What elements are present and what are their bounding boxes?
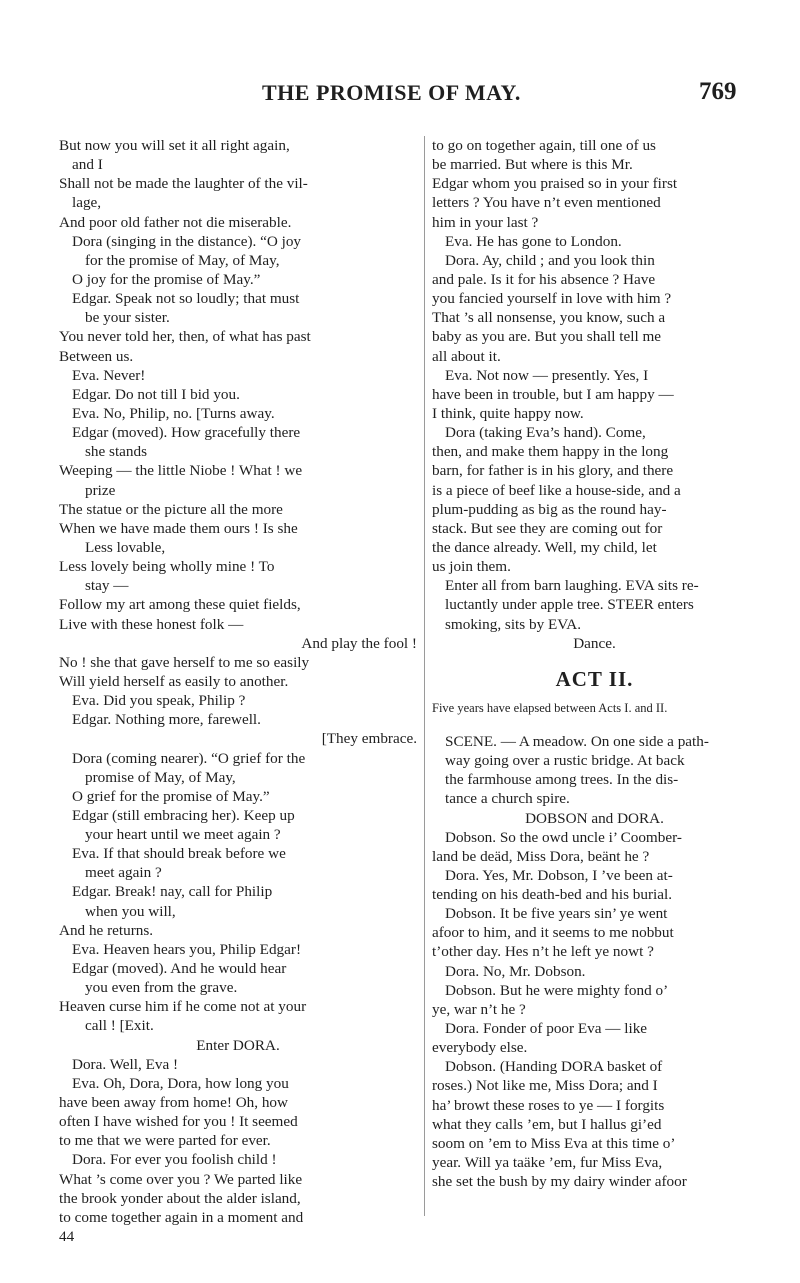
text-line: Dobson. But he were mighty fond o’ bbox=[445, 981, 669, 999]
text-line: land be deäd, Miss Dora, beänt he ? bbox=[432, 847, 650, 865]
text-line: Dora. Fonder of poor Eva — like bbox=[445, 1020, 648, 1038]
text-line: O joy for the promise of May.” bbox=[72, 270, 261, 288]
text-line: Live with these honest folk — bbox=[59, 615, 244, 633]
column-divider bbox=[424, 136, 425, 1216]
text-line: The statue or the picture all the more bbox=[59, 500, 283, 518]
text-line: then, and make them happy in the long bbox=[432, 443, 669, 461]
text-line: SCENE. — A meadow. On one side a path- bbox=[445, 732, 709, 750]
text-line: the farmhouse among trees. In the dis- bbox=[445, 771, 679, 789]
text-line: when you will, bbox=[85, 902, 176, 920]
text-line: Enter all from barn laughing. EVA sits re- bbox=[445, 577, 699, 595]
text-line: for the promise of May, of May, bbox=[85, 251, 280, 269]
text-line: be married. But where is this Mr. bbox=[432, 156, 633, 174]
spacer bbox=[432, 718, 757, 732]
text-line: barn, for father is in his glory, and there bbox=[432, 462, 674, 480]
text-line: And poor old father not die miserable. bbox=[59, 213, 292, 231]
text-line: Edgar. Break! nay, call for Philip bbox=[72, 883, 273, 901]
text-line: baby as you are. But you shall tell me bbox=[432, 328, 662, 346]
text-line: Enter DORA. bbox=[196, 1036, 280, 1054]
text-line: Edgar. Speak not so loudly; that must bbox=[72, 290, 300, 308]
text-line: Eva. Never! bbox=[72, 366, 146, 384]
act-heading: ACT II. bbox=[555, 666, 634, 691]
text-line: promise of May, of May, bbox=[85, 768, 236, 786]
text-line: DOBSON and DORA. bbox=[525, 809, 664, 827]
text-line: tance a church spire. bbox=[445, 790, 570, 808]
text-line: to come together again in a moment and bbox=[59, 1208, 304, 1226]
text-line: stay — bbox=[85, 577, 129, 595]
text-line: Follow my art among these quiet fields, bbox=[59, 596, 301, 614]
text-line: Between us. bbox=[59, 347, 134, 365]
text-line: often I have wished for you ! It seemed bbox=[59, 1113, 298, 1131]
text-line: Shall not be made the laughter of the vil- bbox=[59, 175, 308, 193]
text-line: Will yield herself as easily to another. bbox=[59, 672, 289, 690]
text-line: call ! [Exit. bbox=[85, 1017, 154, 1035]
text-line: she set the bush by my dairy winder afoor bbox=[432, 1173, 687, 1191]
text-line: Dora. No, Mr. Dobson. bbox=[445, 962, 586, 980]
text-line: what they calls ’em, but I hallus gi’ed bbox=[432, 1115, 662, 1133]
text-line: and pale. Is it for his absence ? Have bbox=[432, 270, 656, 288]
text-line: letters ? You have n’t even mentioned bbox=[432, 194, 661, 212]
text-line: And play the fool ! bbox=[301, 634, 417, 652]
text-line: prize bbox=[85, 481, 116, 499]
text-line: to go on together again, till one of us bbox=[432, 137, 656, 154]
text-line: meet again ? bbox=[85, 864, 162, 882]
text-line: Eva. Heaven hears you, Philip Edgar! bbox=[72, 940, 302, 958]
text-line: That ’s all nonsense, you know, such a bbox=[432, 309, 666, 327]
text-line: I think, quite happy now. bbox=[432, 404, 584, 422]
text-line: You never told her, then, of what has past bbox=[59, 328, 311, 346]
text-line: stack. But see they are coming out for bbox=[432, 519, 663, 537]
text-line: him in your last ? bbox=[432, 213, 539, 231]
text-line: way going over a rustic bridge. At back bbox=[445, 752, 685, 770]
text-line: Edgar (still embracing her). Keep up bbox=[72, 806, 295, 824]
text-line: Weeping — the little Niobe ! What ! we bbox=[59, 462, 303, 480]
text-line: Dobson. (Handing DORA basket of bbox=[445, 1058, 663, 1076]
text-line: Dora (singing in the distance). “O joy bbox=[72, 232, 302, 250]
text-line: soom on ’em to Miss Eva at this time o’ bbox=[432, 1134, 676, 1152]
text-line: the dance already. Well, my child, let bbox=[432, 538, 657, 556]
text-line: Edgar whom you praised so in your first bbox=[432, 175, 678, 193]
text-line: Dora. Well, Eva ! bbox=[72, 1055, 179, 1073]
text-line: Edgar (moved). And he would hear bbox=[72, 960, 287, 978]
text-line: ha’ browt these roses to ye — I forgits bbox=[432, 1096, 665, 1114]
text-line: Dora. Ay, child ; and you look thin bbox=[445, 251, 655, 269]
text-line: ye, war n’t he ? bbox=[432, 1000, 526, 1018]
text-line: Heaven curse him if he come not at your bbox=[59, 998, 307, 1016]
text-line: is a piece of beef like a house-side, and a bbox=[432, 481, 681, 499]
text-line: Edgar (moved). How gracefully there bbox=[72, 424, 301, 442]
text-line: Edgar. Nothing more, farewell. bbox=[72, 711, 261, 729]
text-line: Less lovable, bbox=[85, 538, 166, 556]
text-line: Less lovely being wholly mine ! To bbox=[59, 558, 275, 576]
right-column-before-act bbox=[432, 136, 757, 653]
text-line: Dora (taking Eva’s hand). Come, bbox=[445, 424, 646, 442]
text-line: No ! she that gave herself to me so easily bbox=[59, 653, 310, 671]
right-column-after-act bbox=[432, 732, 757, 1191]
text-line: everybody else. bbox=[432, 1039, 528, 1057]
text-line: Dora. For ever you foolish child ! bbox=[72, 1151, 277, 1169]
text-line: When we have made them ours ! Is she bbox=[59, 519, 298, 537]
text-line: year. Will ya taäke ’em, fur Miss Eva, bbox=[432, 1154, 663, 1172]
text-line: Dora (coming nearer). “O grief for the bbox=[72, 749, 306, 767]
text-line: roses.) Not like me, Miss Dora; and I bbox=[432, 1077, 658, 1095]
text-line: Eva. Oh, Dora, Dora, how long you bbox=[72, 1074, 289, 1092]
act-note: Five years have elapsed between Acts I. and II. bbox=[432, 700, 668, 715]
text-line: What ’s come over you ? We parted like bbox=[59, 1170, 303, 1188]
text-line: Eva. No, Philip, no. [Turns away. bbox=[72, 404, 275, 422]
text-line: [They embrace. bbox=[321, 730, 417, 748]
text-line: O grief for the promise of May.” bbox=[72, 787, 270, 805]
text-line: And he returns. bbox=[59, 921, 154, 939]
text-line: have been in trouble, but I am happy — bbox=[432, 385, 674, 403]
text-line: Eva. If that should break before we bbox=[72, 845, 286, 863]
text-line: have been away from home! Oh, how bbox=[59, 1094, 288, 1112]
text-line: afoor to him, and it seems to me nobbut bbox=[432, 924, 674, 942]
text-line: Eva. He has gone to London. bbox=[445, 232, 622, 250]
text-line: lage, bbox=[72, 194, 102, 212]
page-header bbox=[0, 78, 800, 112]
text-line: Edgar. Do not till I bid you. bbox=[72, 385, 240, 403]
text-line: your heart until we meet again ? bbox=[85, 826, 281, 844]
text-line: Dobson. So the owd uncle i’ Coomber- bbox=[445, 828, 682, 846]
text-line: and I bbox=[72, 156, 103, 174]
text-line: the brook yonder about the alder island, bbox=[59, 1189, 301, 1207]
page-number: 769 bbox=[699, 78, 737, 105]
text-line: luctantly under apple tree. STEER enters bbox=[445, 596, 694, 614]
text-line: Dora. Yes, Mr. Dobson, I ’ve been at- bbox=[445, 866, 673, 884]
text-line: Dobson. It be five years sin’ ye went bbox=[445, 905, 668, 923]
right-column bbox=[432, 136, 757, 1191]
text-line: she stands bbox=[85, 443, 148, 461]
text-line: all about it. bbox=[432, 347, 501, 365]
text-line: tending on his death-bed and his burial. bbox=[432, 886, 672, 904]
text-line: you even from the grave. bbox=[85, 979, 238, 997]
text-line: us join them. bbox=[432, 558, 511, 576]
text-line: Dance. bbox=[573, 634, 616, 652]
text-line: you fancied yourself in love with him ? bbox=[432, 290, 672, 308]
text-line: 44 bbox=[59, 1228, 75, 1246]
text-line: plum-pudding as big as the round hay- bbox=[432, 500, 667, 518]
text-line: smoking, sits by EVA. bbox=[445, 615, 582, 633]
text-line: t’other day. Hes n’t he left ye nowt ? bbox=[432, 943, 654, 961]
text-line: to me that we were parted for ever. bbox=[59, 1132, 271, 1150]
running-head: THE PROMISE OF MAY. bbox=[262, 80, 521, 105]
text-line: Eva. Not now — presently. Yes, I bbox=[445, 366, 649, 384]
text-line: Eva. Did you speak, Philip ? bbox=[72, 692, 246, 710]
text-line: But now you will set it all right again, bbox=[59, 137, 290, 154]
text-line: be your sister. bbox=[85, 309, 170, 327]
left-column bbox=[59, 136, 417, 1246]
